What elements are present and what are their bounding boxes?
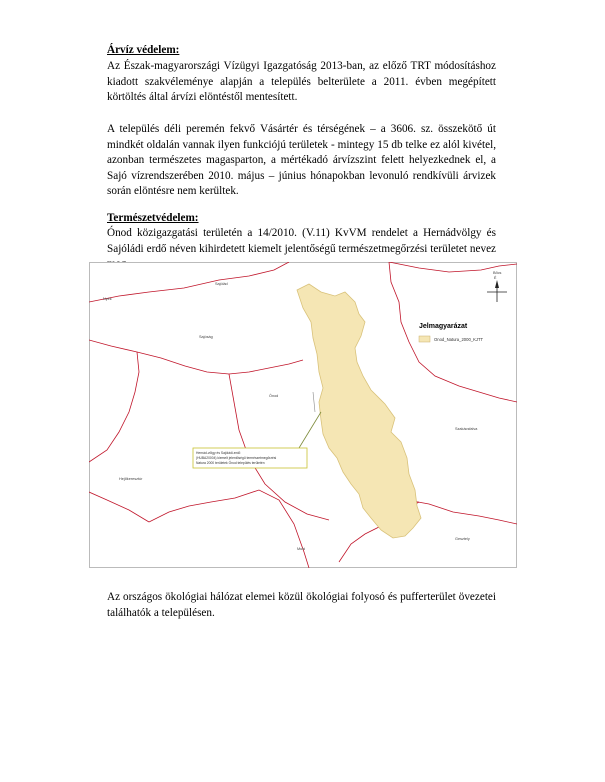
place-label: Szakácsfalva bbox=[455, 427, 478, 431]
place-label: Muhi bbox=[297, 547, 306, 551]
legend-item-label: Onod_Natura_2000_KJTT bbox=[434, 337, 484, 342]
text-line: Ónod közigazgatási területén a 14/2010. (V.11) KvVM rendelet a Hernádvölgy és Sajóládi bbox=[107, 227, 496, 255]
place-label: Ónod bbox=[269, 394, 279, 398]
text-line: elöntésre nem kerültek. bbox=[134, 185, 239, 197]
text-line: kiadott szakvéleménye alapján a település belterülete a 2011. évben megépített körtöltés bbox=[107, 75, 496, 103]
north-label: É bbox=[494, 276, 497, 280]
place-label: Nyék bbox=[103, 297, 112, 301]
place-label: Gesztely bbox=[455, 537, 470, 541]
place-label: Sajóság bbox=[199, 335, 213, 339]
text-line: találhatók a településen. bbox=[107, 606, 215, 619]
callout-line: Natura 2000 területek Ónod település területén bbox=[196, 461, 265, 465]
text-line: vízrendszerében 2010. május – június hónapokban levonuló rendkívüli árvizek során bbox=[107, 169, 497, 197]
text-line: A település déli peremén fekvő Vásártér és térségének – a 3606. sz. összekötő út mindkét bbox=[107, 123, 496, 151]
text-line: természetes magasparton, a mértékadó árvízszint felett helyezkednek el, a Sajó bbox=[107, 154, 496, 182]
text-line: oldalán vannak ilyen funkciójú területek - mintegy 15 db telke ez alól kivétel, azonban bbox=[107, 138, 497, 166]
natura-map bbox=[89, 262, 517, 568]
section-heading-termeszet: Természetvédelem: bbox=[107, 212, 199, 224]
text-line: erdő néven kihirdetett kiemelt jelentőségű természetmegőrzési területet nevez bbox=[146, 242, 497, 255]
map-canvas bbox=[89, 262, 517, 568]
text-line: Az országos ökológiai hálózat elemei közül ökológiai folyosó és pufferterület övezetei bbox=[107, 591, 496, 603]
paragraph-arviz bbox=[107, 59, 496, 106]
place-label: Hejőkeresztúr bbox=[119, 477, 143, 481]
callout-line: Hernád-völgy és Sajóládi-erdő bbox=[196, 451, 241, 455]
place-label: Sajólád bbox=[215, 282, 228, 286]
place-label: Bőcs bbox=[493, 271, 502, 275]
text-line: által árvízi elöntéstől mentesített. bbox=[148, 91, 298, 103]
legend-title: Jelmagyarázat bbox=[419, 323, 468, 330]
paragraph-halozat bbox=[107, 590, 496, 621]
legend-swatch bbox=[419, 336, 430, 342]
callout-line: (HUBA20004) kiemelt jelentőségű természetmegőrzési bbox=[196, 456, 277, 460]
section-heading-arviz: Árvíz védelem: bbox=[107, 44, 180, 56]
paragraph-vasarter bbox=[107, 122, 496, 200]
text-line: Az Észak-magyarországi Vízügyi Igazgatóság 2013-ban, az előző TRT módosításhoz bbox=[107, 60, 496, 72]
